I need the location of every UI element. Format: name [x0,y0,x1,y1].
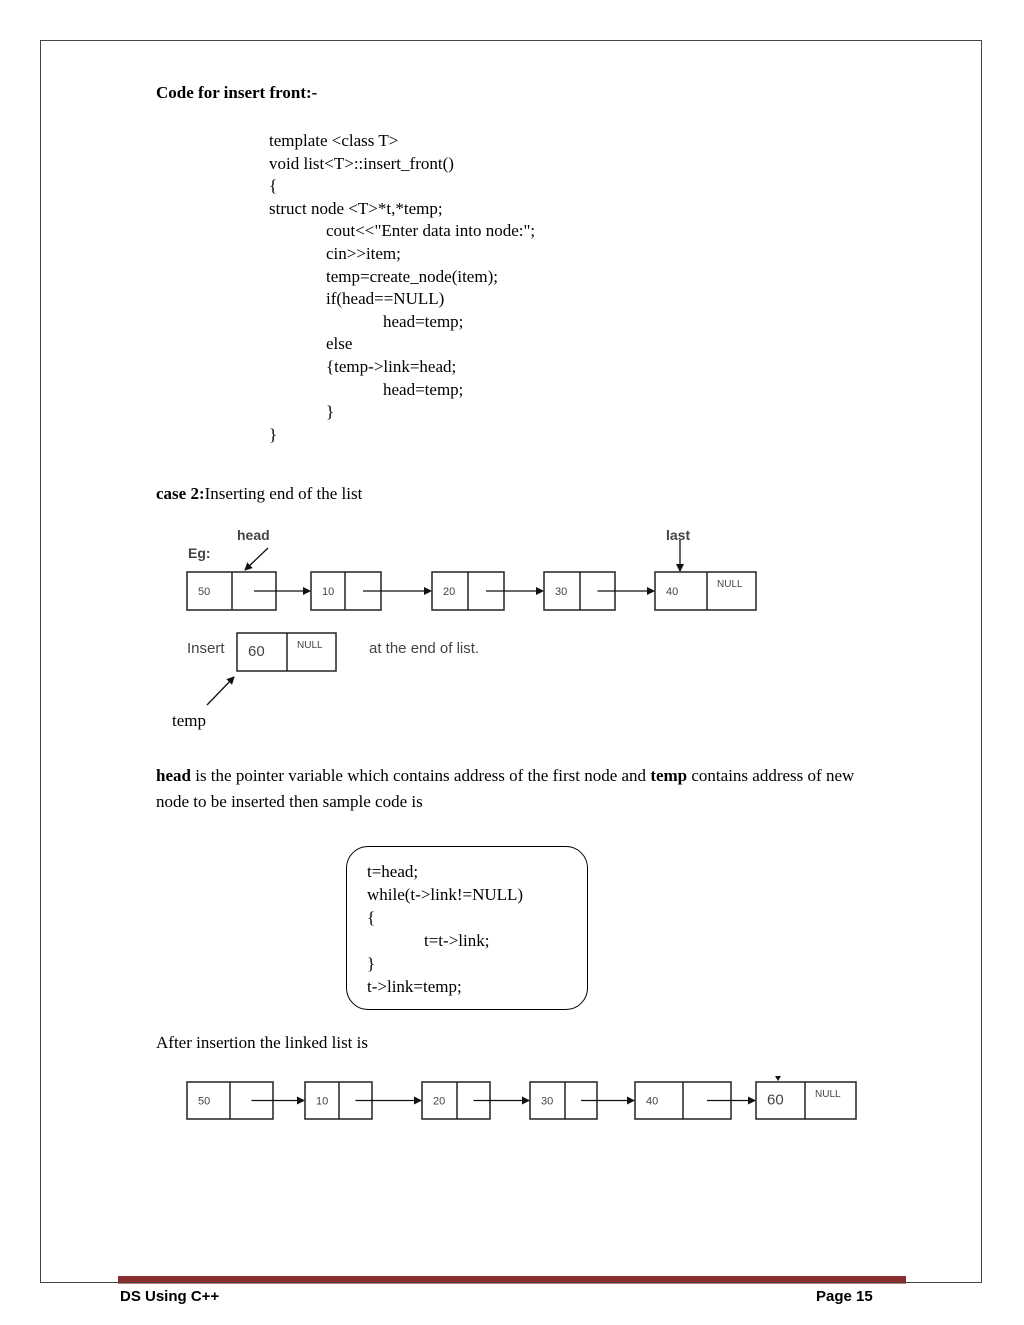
code-line: t=head; [367,862,419,881]
code-line: } [326,402,335,422]
null-label: NULL [815,1089,841,1100]
at-end-label: at the end of list. [369,640,480,657]
case2-text: Inserting end of the list [204,484,363,503]
code-line: void list<T>::insert_front() [269,153,454,173]
null-label: NULL [717,579,743,590]
code-line: } [269,424,278,444]
code-line: t->link=temp; [367,977,462,996]
node-value: 10 [316,1095,329,1108]
paragraph-part1: is the pointer variable which contains address of the first node and [190,766,651,785]
node-value: 30 [541,1095,554,1108]
code-line: { [367,908,376,927]
code-line: t=t->link; [424,931,490,950]
temp-pointer [207,677,234,705]
code-line: cout<<"Enter data into node:"; [326,221,536,241]
node-value: 40 [646,1095,659,1108]
sample-code-box [346,846,588,1010]
footer-line [118,1283,906,1284]
footer-page-number: Page 15 [816,1288,873,1305]
after-insertion-text: After insertion the linked list is [156,1033,368,1052]
node-value: 10 [322,586,335,598]
code-line: } [367,954,376,973]
code-line: {temp->link=head; [326,356,457,376]
new-node-value: 60 [248,643,265,660]
code-line: cin>>item; [326,243,401,263]
diagram-after [187,1076,856,1119]
last-label: last [666,527,691,543]
node-value: 40 [666,586,679,598]
code-line: template <class T> [269,131,399,150]
node-value: 50 [198,1095,211,1108]
node-value: 20 [443,586,456,598]
code-line: while(t->link!=NULL) [367,885,524,904]
footer-bar [118,1276,906,1282]
temp-bold: temp [650,766,688,785]
eg-label: Eg: [188,545,211,561]
paragraph-part2: contains address of new node to be inserted then sample code is [156,766,855,811]
node-value: 50 [198,586,211,598]
diagram-before [172,527,756,730]
node-value: 30 [555,586,568,598]
code-line: head=temp; [383,311,464,331]
code-line: temp=create_node(item); [326,266,498,286]
case2-bold: case 2: [156,484,205,503]
node-value: 60 [767,1091,784,1109]
insert-label: Insert [187,640,225,657]
code-line: else [326,334,353,354]
node-value: 20 [433,1095,446,1108]
null-label: NULL [297,640,323,651]
code-line: head=temp; [383,379,464,399]
head-label: head [237,527,270,543]
code-line: { [269,176,278,196]
code-line: struct node <T>*t,*temp; [269,198,443,218]
heading-insert-front: Code for insert front:- [156,83,318,102]
footer-left: DS Using C++ [120,1288,220,1305]
code-line: if(head==NULL) [326,289,445,309]
head-pointer [245,548,268,570]
pointer-tip [775,1076,781,1081]
head-temp-paragraph [156,763,876,815]
head-bold: head [156,766,191,785]
temp-label: temp [172,711,206,730]
